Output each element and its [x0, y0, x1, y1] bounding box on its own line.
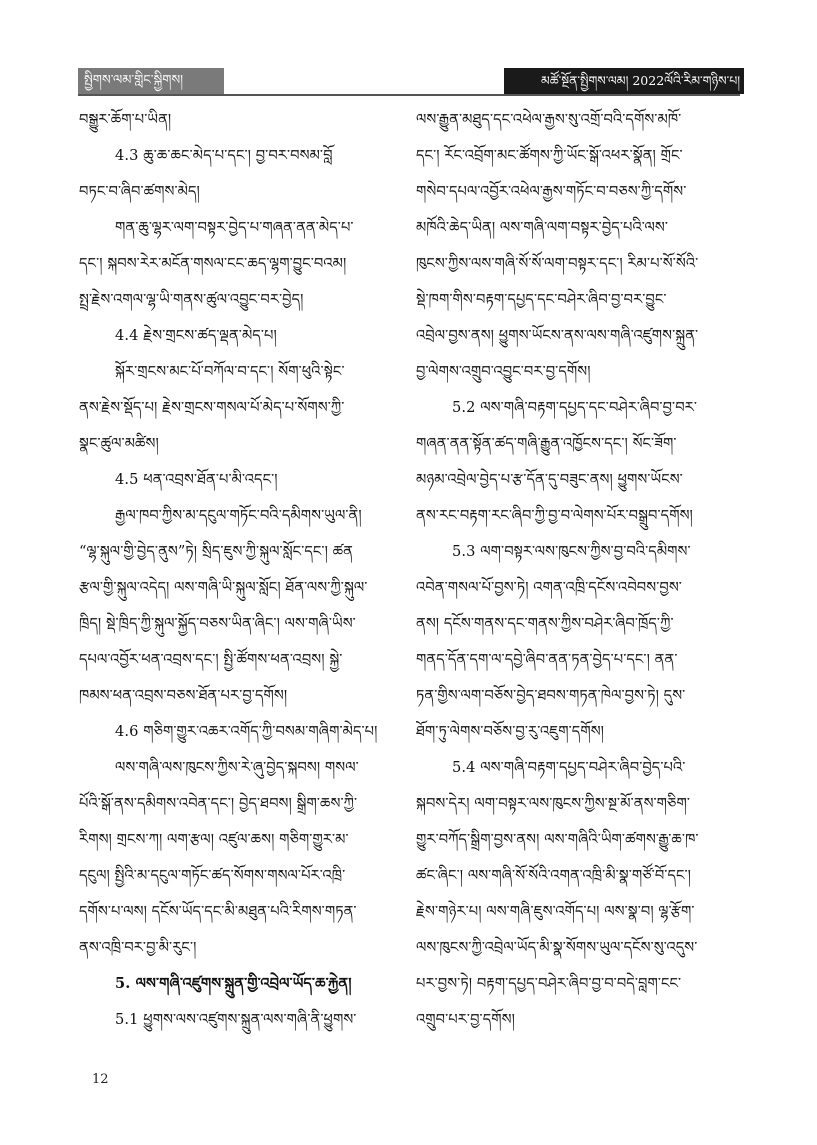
text-line: མཁོའི་ཆེད་ཡིན། ལས་གཞི་ལག་བསྟར་བྱེད་པའི་ལས་ — [416, 219, 668, 236]
text-line: རྗེས་གཉེར་པ། ལས་གཞི་ཇུས་འགོད་པ། ལས་སྣ་བ། ལྷ་རྩོག་ — [416, 903, 695, 920]
text-line: ལས་ཁུངས་ཀྱི་འབྲེལ་ཡོད་མི་སྣ་སོགས་ཡུལ་དངོས་སུ་འདུས་ — [416, 939, 698, 956]
text-line: གྱུར་བཀོད་སྒྲིག་བྱས་ནས། ལས་གཞིའི་ཡིག་ཚགས་རྒྱུ་ཆ་ཁ་ — [416, 831, 699, 848]
text-line: བསྒྱུར་ཆོག་པ་ཡིན། — [79, 111, 172, 128]
text-line: ནས་འཁྲི་བར་བྱ་མི་རུང་། — [79, 939, 197, 956]
text-line: ཏན་གྱིས་ལག་བཅོས་བྱེད་ཐབས་གཏན་ཁེལ་བྱས་ཏེ། དུས་ — [416, 687, 686, 704]
text-line: དང་། སྐབས་རེར་མངོན་གསལ་ངང་ཆད་ལྷག་བྱུང་བའམ། — [79, 255, 347, 272]
text-line: ཁུངས་ཀྱིས་ལས་གཞི་སོ་སོ་ལག་བསྟར་དང་། རིམ་པ་སོ་སོའི་ — [416, 255, 699, 272]
text-line: གསེབ་དཔལ་འབྱོར་འཕེལ་རྒྱས་གཏོང་བ་བཅས་ཀྱི་དགོས་ — [416, 183, 687, 200]
text-line: བྱ་ལེགས་འགྲུབ་འབྱུང་བར་བྱ་དགོས། — [416, 363, 591, 380]
text-line: གནད་དོན་དག་ལ་དབྱེ་ཞིབ་ནན་ཏན་བྱེད་པ་དང་། ནན་ — [416, 651, 678, 668]
text-line: 5.1 ཕྱུགས་ལས་འཛུགས་སྐྲུན་ལས་གཞི་ནི་ཕྱུགས་ — [115, 1011, 357, 1028]
text-line: ཚང་ཞིང་། ལས་གཞི་སོ་སོའི་འགན་འཁྲི་མི་སྣ་གཙོ་བོ་དང་། — [416, 867, 692, 884]
running-header-journal: མཚོ་སྔོན་སྤྱིགས་ལམ། 2022ལོའི་རིམ་གཉིས་པ། — [504, 68, 744, 94]
page-number: 12 — [92, 1072, 109, 1087]
text-line: གན་ཆུ་ལྷར་ལག་བསྟར་བྱེད་པ་གཞན་ནན་མེད་པ་ — [115, 219, 354, 236]
text-line: ལས་གཞི་ལས་ཁུངས་ཀྱིས་རེ་ཞུ་བྱེད་སྐབས། གསལ་ — [115, 759, 359, 776]
text-line: རྒྱལ་ཁབ་ཀྱིས་མ་དངུལ་གཏོང་བའི་དམིགས་ཡུལ་ནི། — [115, 507, 362, 524]
text-line: དངུལ། སྤྱིའི་མ་དངུལ་གཏོང་ཚད་སོགས་གསལ་པོར་འཁྲི་ — [79, 867, 346, 884]
text-line: དགོས་པ་ལས། དངོས་ཡོད་དང་མི་མཐུན་པའི་རིགས་གཏན་ — [79, 903, 357, 920]
text-line: 4.3 ཆུ་ཆ་ཆང་མེད་པ་དང་། བྱ་བར་བསམ་བློ — [115, 147, 333, 164]
running-header-section: སྤྱིགས་ལམ་གླིང་སྐྱིགས། — [78, 68, 224, 94]
text-line: དང་། རོང་འབྲོག་མང་ཚོགས་ཀྱི་ཡོང་སྒོ་འཕར་སྣོན། གྲོང་ — [416, 147, 683, 164]
text-line: 5.2 ལས་གཞི་བརྟག་དཔྱད་དང་བཤེར་ཞིབ་བྱ་བར་ — [452, 399, 698, 416]
text-line: སྤྲ་རྗེས་འགལ་ལྷ་ཡི་གནས་ཚུལ་འབྱུང་བར་བྱེད། — [79, 291, 304, 308]
text-line: 5.4 ལས་གཞི་བརྟག་དཔྱད་བཤེར་ཞིབ་བྱེད་པའི་ — [452, 759, 686, 776]
text-line: འབེན་གསལ་པོ་བྱས་ཏེ། འགན་འཁྲི་དངོས་འབེབས་བྱས་ — [416, 579, 682, 596]
text-line: 5.3 ལག་བསྟར་ལས་ཁུངས་ཀྱིས་བྱ་བའི་དམིགས་ — [452, 543, 691, 560]
text-line: སྡེ་ཁག་གིས་བརྟག་དཔྱད་དང་བཤེར་ཞིབ་བྱ་བར་བྱུང་ — [416, 291, 667, 308]
text-line: འགྲུབ་པར་བྱ་དགོས། — [416, 1011, 515, 1028]
text-line: ནས་རྗེས་སྡོད་པ། རྗེས་གྲངས་གསལ་པོ་མེད་པ་སོགས་ཀྱི་ — [79, 399, 345, 416]
text-line: གཞན་ནན་སྟོན་ཚད་གཞི་རྒྱུན་འཁྱོངས་དང་། སོང་ཟོག་ — [416, 435, 677, 452]
text-line: པར་བྱས་ཏེ། བརྟག་དཔྱད་བཤེར་ཞིབ་བྱ་བ་བདེ་བླག་ངང་ — [416, 975, 682, 992]
header-rule — [78, 94, 740, 96]
text-line: མཉམ་འབྲེལ་བྱེད་པ་རྩ་དོན་དུ་བཟུང་ནས། ཕྱུགས་ཡོངས་ — [416, 471, 683, 488]
text-line: འབྲེལ་བྱས་ནས། ཕྱུགས་ཡོངས་ནས་ལས་གཞི་འཛུགས་སྐྲུན་ — [416, 327, 699, 344]
section-heading: 5. ལས་གཞི་འཛུགས་སྐྲུན་གྱི་འབྲེལ་ཡོད་ཆ་རྐྱེན། — [115, 975, 352, 992]
text-line: རིགས། གྲངས་ཀ། ལག་རྩལ། འཛུལ་ཆས། གཅིག་གྱུར་མ་ — [79, 831, 349, 848]
text-line: སྐོར་གྲངས་མང་པོ་བཀོལ་བ་དང་། སོག་ཕུའི་སྟེང་ — [115, 363, 345, 380]
text-line: དཔལ་འབྱོར་ཕན་འབྲས་དང་། སྤྱི་ཚོགས་ཕན་འབྲས། སྐྱེ་ — [79, 651, 343, 668]
text-line: རྩལ་གྱི་སྐུལ་འདེད། ལས་གཞི་ཡི་སྐུལ་སློང། ཐོན་ལས་ཀྱི་སྐུལ་ — [79, 579, 368, 596]
text-line: ནས་རང་བརྟག་རང་ཞིབ་ཀྱི་བྱ་བ་ལེགས་པོར་བསྒྲུབ་དགོས། — [416, 507, 693, 524]
text-line: ནས། དངོས་གནས་དང་གནས་ཀྱིས་བཤེར་ཞིབ་ཁྲོད་ཀྱི་ — [416, 615, 674, 632]
left-column — [79, 102, 401, 1038]
text-line: ལས་རྒྱུན་མཐུད་དང་འཕེལ་རྒྱས་སུ་འགྲོ་བའི་དགོས་མཁོ་ — [416, 111, 682, 128]
text-line: སྣང་ཚུལ་མཚིས། — [79, 435, 159, 452]
right-column — [416, 102, 738, 1038]
text-line: “ལྷ་སྐུལ་གྱི་བྱེད་ནུས”ཏེ། སྲིད་ཇུས་ཀྱི་སྐུལ་སློང་དང་། ཚན — [79, 543, 353, 560]
text-line: 4.4 རྗེས་གྲངས་ཚད་ལྡན་མེད་པ། — [115, 327, 277, 344]
text-line: སྐབས་དེར། ལག་བསྟར་ལས་ཁུངས་ཀྱིས་སྔ་མོ་ནས་གཅིག་ — [416, 795, 690, 812]
text-line: ཐོག་ཏུ་ལེགས་བཅོས་བྱ་རུ་འཇུག་དགོས། — [416, 723, 605, 740]
text-line: 4.6 གཅིག་གྱུར་འཆར་འགོད་ཀྱི་བསམ་གཞིག་མེད་པ། — [115, 723, 378, 740]
text-line: པོའི་སྒོ་ནས་དམིགས་འབེན་དང་། བྱེད་ཐབས། སྒྲིག་ཆས་ཀྱི་ — [79, 795, 358, 812]
text-line: ཁམས་ཕན་འབྲས་བཅས་ཐོན་པར་བྱ་དགོས། — [79, 687, 288, 704]
text-line: 4.5 ཕན་འབྲས་ཐོན་པ་མི་འདང་། — [115, 471, 278, 488]
text-line: ཁྲིད། སྡེ་ཁྲིད་ཀྱི་སྐུལ་སྐྱོད་བཅས་ཡིན་ཞིང་། ལས་གཞི་ཡིས་ — [79, 615, 356, 632]
text-line: བཏང་བ་ཞིབ་ཚགས་མེད། — [79, 183, 200, 200]
